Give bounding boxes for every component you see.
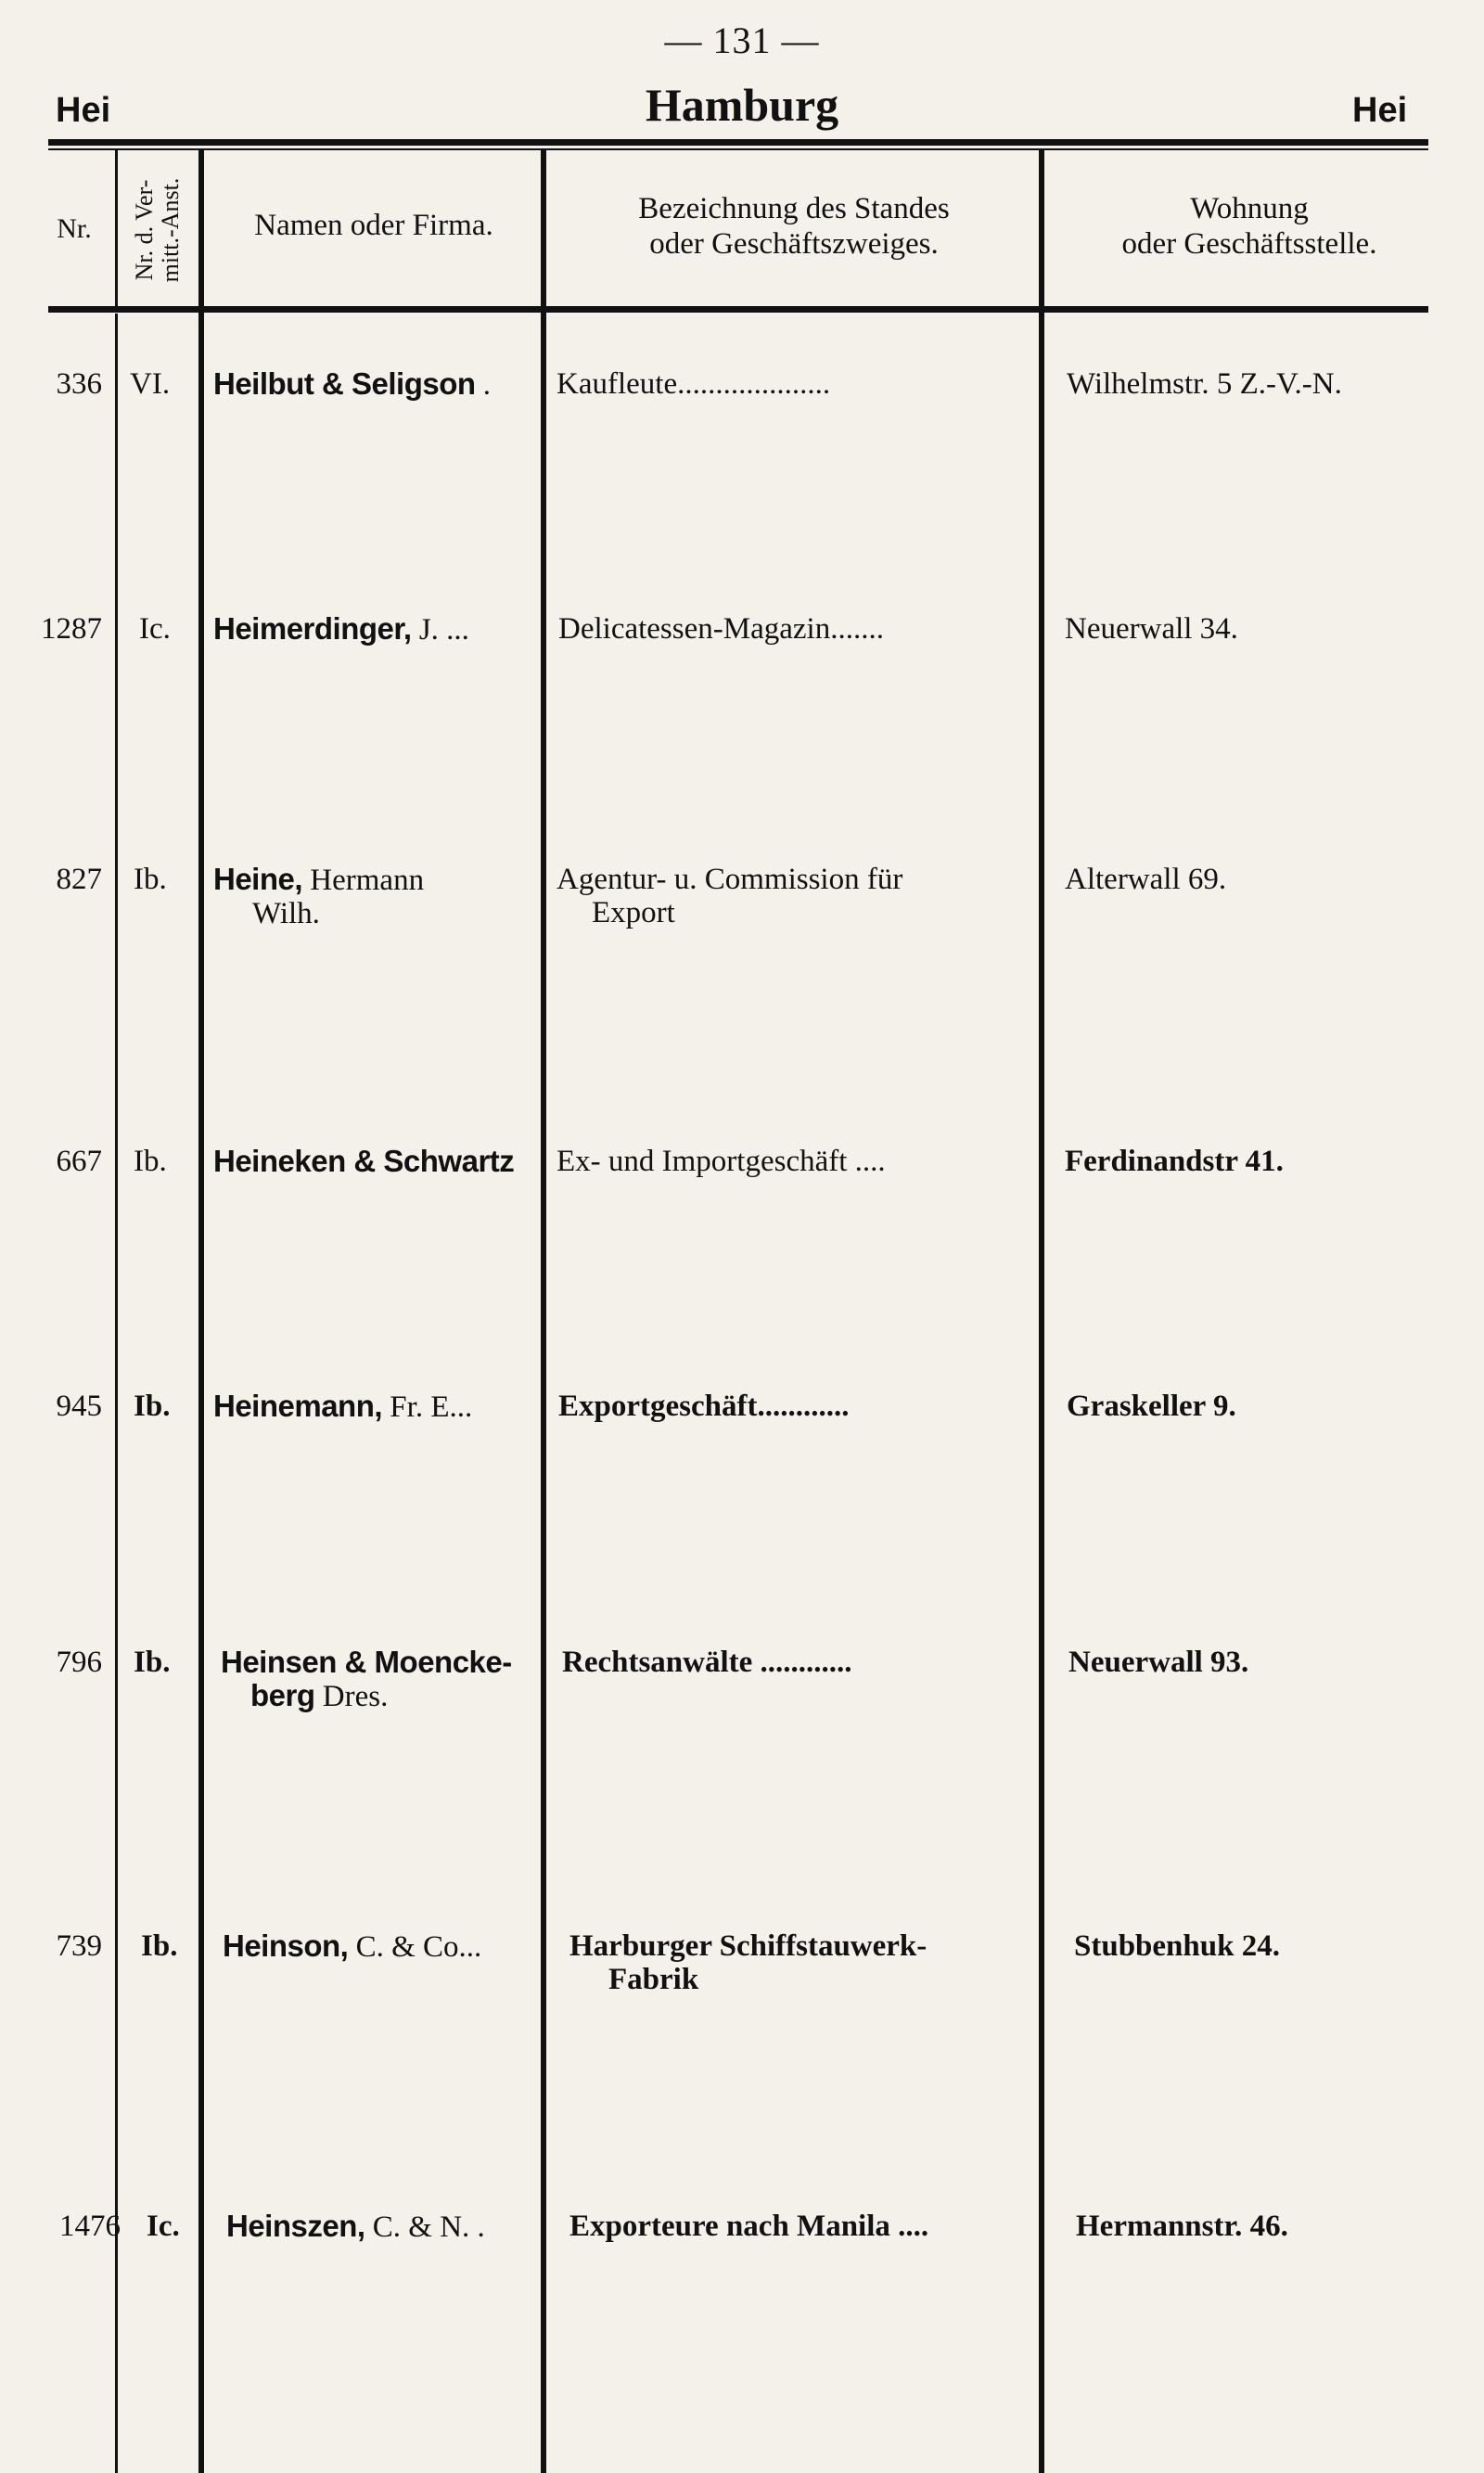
- entry-class: Ib.: [134, 1390, 171, 1423]
- entry-trade: Exporteure nach Manila ....: [569, 2210, 929, 2243]
- entry-class: Ib.: [134, 863, 167, 896]
- entry-number: 796: [56, 1646, 102, 1679]
- entry-name: [213, 365, 491, 404]
- entry-name: [213, 1143, 514, 1181]
- entry-trade: Agentur- u. Commission für: [556, 863, 903, 896]
- entry-name-rest: C. & N. .: [365, 2210, 485, 2244]
- entry-number: 667: [56, 1145, 102, 1178]
- entry-class: Ic.: [139, 612, 171, 646]
- page-number: — 131 —: [664, 19, 820, 61]
- entry-name-bold: Heineken & Schwartz: [213, 1144, 515, 1178]
- entry-class: Ic.: [147, 2210, 180, 2243]
- header-vermitt-line1: Nr. d. Ver-: [131, 179, 158, 281]
- entry-address: Alterwall 69.: [1065, 863, 1227, 896]
- entry-name-rest: Fr. E...: [382, 1390, 473, 1424]
- entry-name-line2: [252, 894, 320, 932]
- entry-name-line2-bold: berg: [250, 1678, 315, 1712]
- entry-class: Ib.: [134, 1646, 171, 1679]
- entry-number: 1476: [59, 2210, 121, 2243]
- entry-trade: Harburger Schiffstauwerk-: [569, 1929, 928, 1963]
- entry-address: Wilhelmstr. 5 Z.-V.-N.: [1067, 367, 1342, 401]
- entry-class: VI.: [130, 367, 171, 401]
- header-nr: Nr.: [57, 213, 92, 244]
- entry-name-bold: Heinemann,: [213, 1389, 383, 1423]
- entry-address: Neuerwall 93.: [1068, 1646, 1249, 1679]
- top-rule-thin: [48, 148, 1428, 150]
- header-address-line1: Wohnung: [1190, 192, 1309, 225]
- entry-name: [213, 861, 424, 899]
- entry-address: Stubbenhuk 24.: [1074, 1929, 1280, 1963]
- header-trade-line2: oder Geschäftszweiges.: [649, 227, 939, 261]
- entry-trade: Kaufleute....................: [556, 367, 831, 401]
- entry-class: Ib.: [134, 1145, 167, 1178]
- entry-name: [226, 2208, 485, 2246]
- column-divider-name: [541, 150, 546, 2473]
- entry-trade: Ex- und Importgeschäft ....: [556, 1145, 886, 1178]
- entry-name-rest: .: [475, 368, 492, 402]
- entry-name-bold: Heinsen & Moencke-: [221, 1645, 512, 1679]
- entry-name-line2: [250, 1677, 388, 1715]
- entry-name-bold: Heilbut & Seligson: [213, 366, 476, 401]
- entry-name-bold: Heinszen,: [226, 2209, 365, 2243]
- header-name: Namen oder Firma.: [254, 209, 493, 242]
- running-head-left: Hei: [56, 91, 111, 130]
- header-vermitt-line2: mitt.-Anst.: [157, 177, 184, 283]
- column-divider-nr-body: [115, 314, 118, 2473]
- header-trade-line1: Bezeichnung des Standes: [638, 192, 950, 225]
- entry-number: 945: [56, 1390, 102, 1423]
- page-title: Hamburg: [645, 79, 839, 131]
- column-divider-nr: [115, 150, 118, 306]
- entry-name-bold: Heimerdinger,: [213, 611, 412, 646]
- entry-name-line2-rest: Wilh.: [252, 897, 320, 930]
- header-rule: [48, 306, 1428, 313]
- entry-trade: Rechtsanwälte ............: [562, 1646, 852, 1679]
- entry-name-line2-rest: Dres.: [314, 1680, 389, 1713]
- entry-number: 827: [56, 863, 102, 896]
- entry-name: [223, 1928, 481, 1966]
- entry-number: 336: [56, 367, 102, 401]
- entry-name: [213, 1388, 472, 1426]
- header-vermitt: [128, 158, 198, 306]
- entry-number: 1287: [41, 612, 102, 646]
- entry-address: Hermannstr. 46.: [1076, 2210, 1288, 2243]
- entry-name-rest: Hermann: [302, 864, 425, 897]
- header-address: [1050, 191, 1449, 262]
- entry-address: Ferdinandstr 41.: [1065, 1145, 1284, 1178]
- entry-name-bold: Heine,: [213, 862, 303, 896]
- entry-address: Neuerwall 34.: [1065, 612, 1238, 646]
- entry-name: [213, 610, 469, 648]
- entry-name-bold: Heinson,: [223, 1928, 349, 1963]
- header-trade: [553, 191, 1035, 262]
- entry-trade: Exportgeschäft............: [558, 1390, 850, 1423]
- entry-name-rest: C. & Co...: [348, 1930, 482, 1964]
- column-divider-class: [198, 150, 204, 2473]
- entry-trade-line2: Fabrik: [608, 1963, 699, 1996]
- column-divider-trade: [1039, 150, 1044, 2473]
- entry-address: Graskeller 9.: [1067, 1390, 1236, 1423]
- entry-trade: Delicatessen-Magazin.......: [558, 612, 884, 646]
- header-address-line2: oder Geschäftsstelle.: [1121, 227, 1377, 261]
- entry-name: [221, 1644, 512, 1682]
- running-head-right: Hei: [1352, 91, 1408, 130]
- entry-number: 739: [56, 1929, 102, 1963]
- entry-class: Ib.: [141, 1929, 178, 1963]
- entry-name-rest: J. ...: [411, 613, 469, 647]
- top-rule: [48, 139, 1428, 146]
- entry-trade-line2: Export: [592, 896, 675, 929]
